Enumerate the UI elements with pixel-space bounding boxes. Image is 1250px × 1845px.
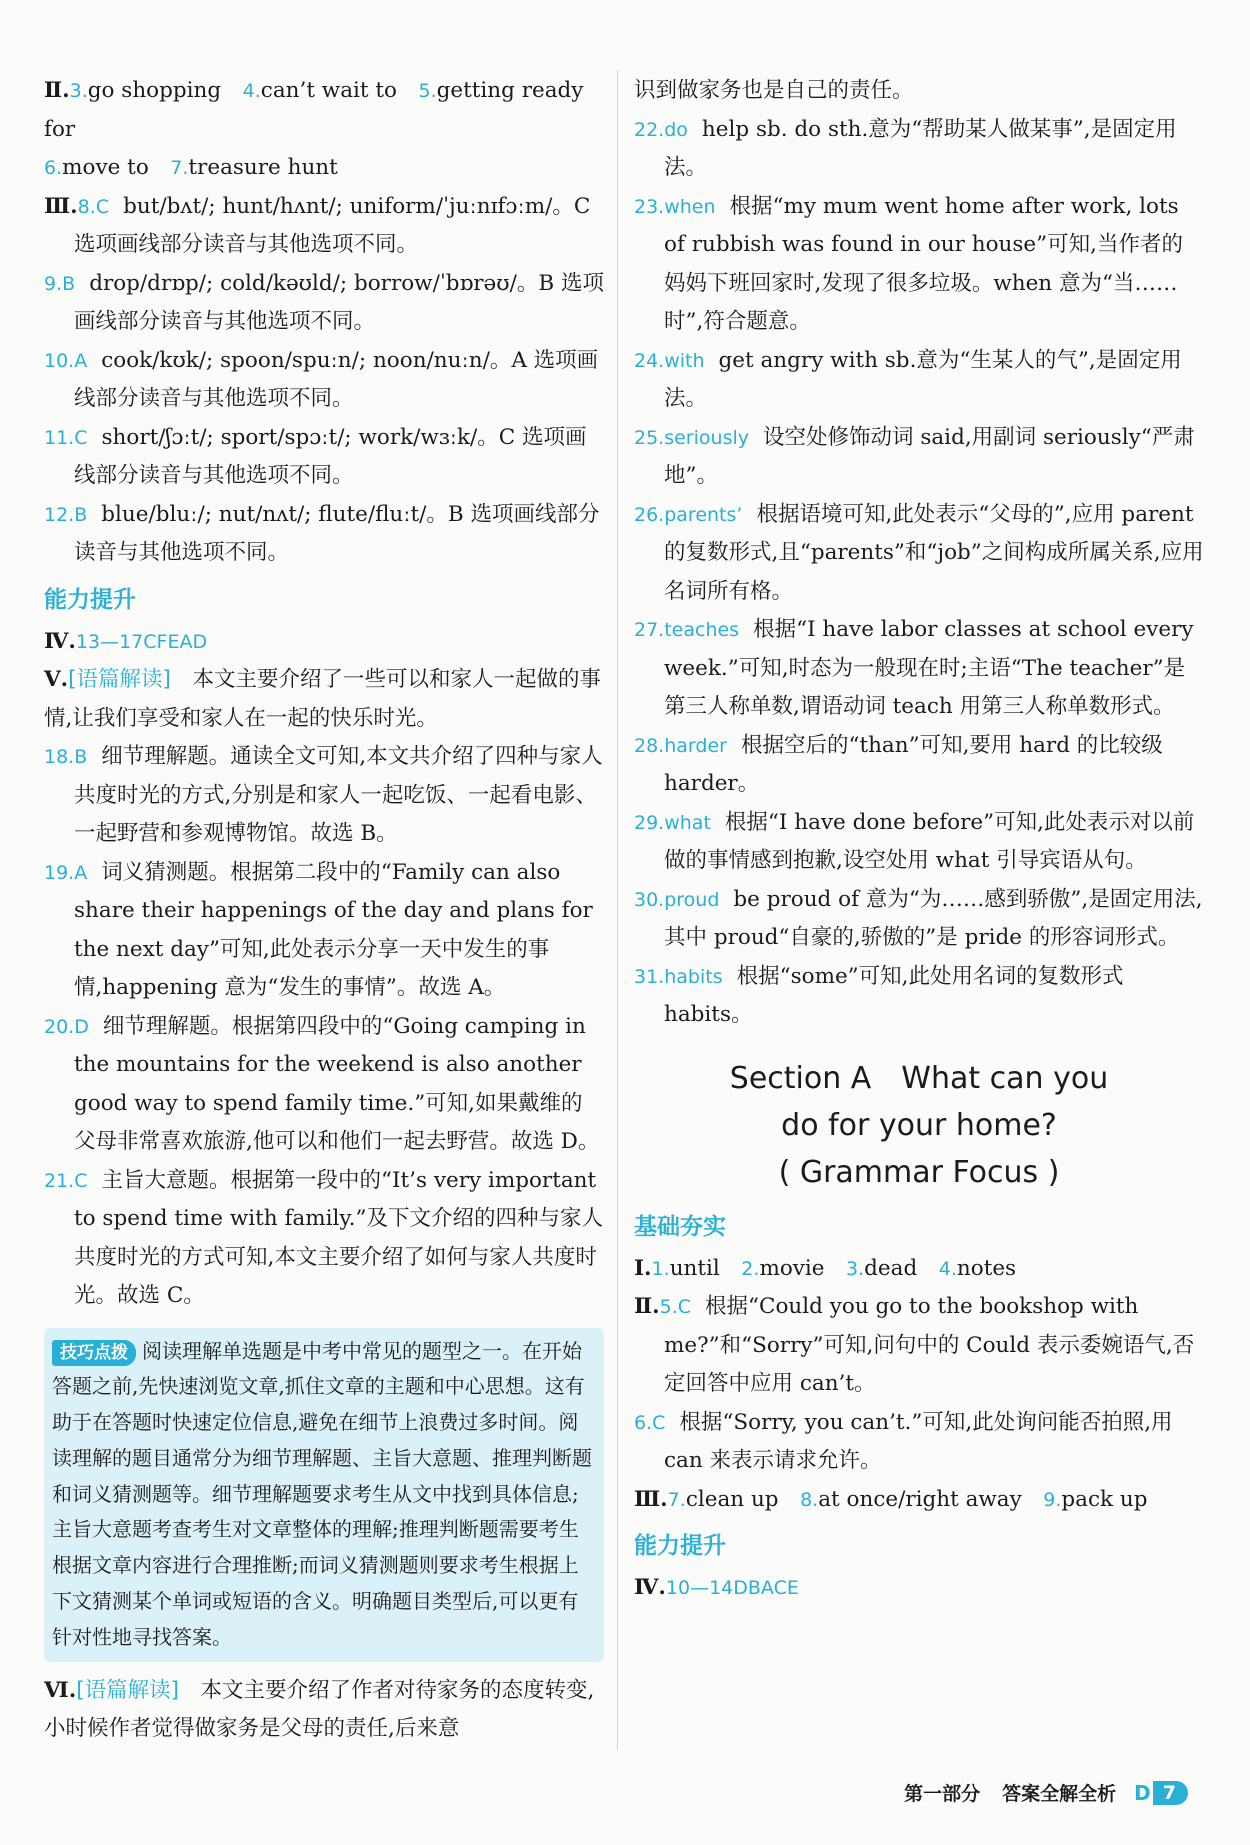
answer-choice: what: [664, 811, 711, 834]
section-heading-line: ( Grammar Focus ): [778, 1154, 1060, 1190]
tip-box: [44, 1328, 604, 1662]
question-number: 29.: [634, 811, 665, 834]
question-number: 8.: [800, 1488, 819, 1511]
roman-numeral: Ⅳ.: [44, 628, 76, 654]
explanation-text: cook/kʊk/; spoon/spuːn/; noon/nuːn/。A 选项画线部分读音与其他选项不同。: [74, 347, 599, 411]
answer-item: [44, 623, 604, 662]
explanation-text: help sb. do sth.意为“帮助某人做某事”,是固定用法。: [664, 116, 1177, 180]
answer-choice: seriously: [664, 426, 749, 449]
tip-badge: 技巧点拨: [52, 1340, 136, 1366]
explanation-text: 细节理解题。通读全文可知,本文共介绍了四种与家人共度时光的方式,分别是和家人一起吃饭、一起看电影、一起野营和参观博物馆。故选 B。: [74, 744, 603, 846]
roman-numeral: Ⅴ.: [44, 667, 69, 692]
question-number: 6.: [44, 157, 63, 179]
answer-text: until: [669, 1255, 720, 1281]
question-number: 26.: [634, 503, 665, 526]
explanation-text: drop/drɒp/; cold/kəʊld/; borrow/ˈbɒrəʊ/。B 选项画线部分读音与其他选项不同。: [74, 270, 604, 334]
answer-text: dead: [864, 1255, 918, 1281]
section-heading-line: do for your home?: [781, 1107, 1057, 1143]
question-number: 10.: [44, 349, 75, 372]
roman-numeral: Ⅵ.: [44, 1677, 77, 1703]
roman-numeral: Ⅲ.: [44, 193, 78, 219]
page-number: 7: [1153, 1781, 1188, 1805]
question-number: 23.: [634, 195, 665, 218]
passage-tag: [语篇解读]: [68, 667, 171, 692]
answer-item: [634, 342, 1204, 419]
question-number: 8.: [77, 195, 96, 218]
answer-choice: B: [74, 746, 88, 768]
explanation-text: 根据“some”可知,此处用名词的复数形式 habits。: [664, 963, 1124, 1027]
answer-item: [634, 496, 1204, 612]
question-number: 9.: [1043, 1488, 1062, 1511]
question-number: 2.: [741, 1257, 760, 1280]
answer-choice: D: [74, 1015, 89, 1038]
explanation-text: 根据“my mum went home after work, lots of rubbish was found in our house”可知,当作者的妈妈下班回家时,发现了很多垃圾。when 意为“当……时”,符合题意。: [664, 193, 1183, 334]
question-number: 1.: [651, 1257, 670, 1280]
right-column: [634, 72, 1204, 1608]
answer-line: [44, 661, 604, 738]
question-number: 10—14: [665, 1577, 734, 1599]
question-number: 30.: [634, 888, 665, 911]
explanation-text: 主旨大意题。根据第一段中的“It’s very important to spend time with family.”及下文介绍的四种与家人共度时光的方式可知,本文主要介绍了如何与家人共度时光。故选 C。: [74, 1167, 603, 1308]
answer-choice: when: [664, 195, 716, 218]
explanation-text: 根据“I have labor classes at school every week.”可知,时态为一般现在时;主语“The teacher”是第三人称单数,谓语动词 teach 用第三人称单数形式。: [664, 617, 1194, 719]
answer-choice: do: [664, 118, 688, 141]
answer-item: [44, 738, 604, 854]
question-number: 9.: [44, 272, 63, 295]
answer-item: [44, 188, 604, 265]
explanation-text: 根据语境可知,此处表示“父母的”,应用 parent 的复数形式,且“parents”和“job”之间构成所属关系,应用名词所有格。: [664, 501, 1204, 604]
answer-choice: C: [74, 426, 88, 449]
answer-choice: parents’: [664, 503, 743, 526]
answer-text: treasure hunt: [188, 155, 338, 180]
question-number: 4.: [242, 80, 261, 102]
answer-item: [634, 111, 1204, 188]
answer-item: [44, 419, 604, 496]
question-number: 3.: [69, 80, 88, 102]
roman-numeral: Ⅲ.: [634, 1486, 668, 1512]
answer-item: [634, 1288, 1204, 1404]
answer-item: [634, 958, 1204, 1035]
answer-choice: C: [652, 1411, 666, 1434]
question-number: 25.: [634, 426, 665, 449]
question-number: 21.: [44, 1169, 75, 1192]
answer-text: at once/right away: [818, 1486, 1022, 1512]
answer-choice: DBACE: [733, 1577, 799, 1599]
answer-choice: A: [74, 349, 88, 372]
answer-choice: harder: [664, 734, 727, 757]
left-column: [44, 72, 604, 1749]
question-number: 18.: [44, 746, 75, 768]
explanation-text: but/bʌt/; hunt/hʌnt/; uniform/ˈjuːnɪfɔːm/。C 选项画线部分读音与其他选项不同。: [74, 193, 591, 257]
answer-line: [44, 149, 604, 188]
explanation-text: 词义猜测题。根据第二段中的“Family can also share their happenings of the day and plans for the next day”可知,此处表示分享一天中发生的事情,happening 意为“发生的事情”。故选 A。: [74, 859, 593, 1000]
answer-line: [44, 1672, 604, 1749]
answer-item: [634, 804, 1204, 881]
answer-line: [634, 1481, 1204, 1520]
section-heading: [634, 1055, 1204, 1196]
answer-choice: C: [677, 1296, 692, 1318]
question-number: 11.: [44, 426, 75, 449]
answer-choice: B: [74, 503, 88, 526]
question-number: 6.: [634, 1411, 653, 1434]
footer-label: 答案全解全析: [1002, 1783, 1117, 1805]
footer-edition-letter: D: [1134, 1780, 1151, 1805]
question-number: 22.: [634, 118, 665, 141]
question-number: 27.: [634, 619, 665, 641]
answer-text: notes: [956, 1255, 1017, 1281]
explanation-text: 根据“Could you go to the bookshop with me?”和“Sorry”可知,问句中的 Could 表示委婉语气,否定回答中应用 can’t。: [664, 1294, 1195, 1396]
footer-part: 第一部分: [904, 1783, 981, 1805]
answer-item: [44, 342, 604, 419]
answer-line: [634, 1250, 1204, 1289]
question-number: 4.: [938, 1257, 957, 1280]
answer-choice: B: [62, 272, 76, 295]
answer-choice: A: [74, 861, 88, 884]
explanation-text: 根据“I have done before”可知,此处表示对以前做的事情感到抱歉,设空处用 what 引导宾语从句。: [664, 809, 1195, 873]
answer-text: move to: [62, 155, 149, 180]
answer-item: [634, 419, 1204, 496]
section-title: 基础夯实: [634, 1213, 726, 1240]
answer-choice: with: [664, 349, 705, 372]
answer-choice: C: [95, 195, 110, 218]
answer-choice: CFEAD: [143, 630, 208, 653]
answer-choice: habits: [664, 965, 723, 988]
roman-numeral: Ⅰ.: [634, 1255, 652, 1281]
page-footer: [904, 1779, 1188, 1806]
passage-summary: 本文主要介绍了作者对待家务的态度转变,小时候作者觉得做家务是父母的责任,后来意: [44, 1677, 595, 1742]
question-number: 20.: [44, 1015, 75, 1038]
question-number: 7.: [667, 1488, 686, 1511]
passage-summary: 本文主要介绍了一些可以和家人一起做的事情,让我们享受和家人在一起的快乐时光。: [44, 667, 601, 731]
question-number: 3.: [846, 1257, 865, 1280]
question-number: 5.: [659, 1296, 678, 1318]
answer-item: [44, 1162, 604, 1316]
answer-text: go shopping: [87, 78, 222, 103]
question-number: 28.: [634, 734, 665, 757]
answer-text: clean up: [685, 1486, 779, 1512]
tip-text: 阅读理解单选题是中考中常见的题型之一。在开始答题之前,先快速浏览文章,抓住文章的主题和中心思想。这有助于在答题时快速定位信息,避免在细节上浪费过多时间。阅读理解的题目通常分为细节理解题、主旨大意题、推理判断题和词义猜测题等。细节理解题要求考生从文中找到具体信息;主旨大意题考查考生对文章整体的理解;推理判断题需要考生根据文章内容进行合理推断;而词义猜测题则要求考生根据上下文猜测某个单词或短语的含义。明确题目类型后,可以更有针对性地寻找答案。: [52, 1338, 592, 1649]
roman-numeral: Ⅱ.: [44, 78, 70, 103]
answer-text: movie: [759, 1255, 825, 1281]
explanation-text: short/ʃɔːt/; sport/spɔːt/; work/wɜːk/。C 选项画线部分读音与其他选项不同。: [74, 424, 587, 488]
explanation-text: get angry with sb.意为“生某人的气”,是固定用法。: [664, 347, 1182, 411]
answer-item: [44, 1008, 604, 1162]
answer-item: [44, 496, 604, 573]
answer-text: pack up: [1061, 1486, 1148, 1512]
answer-item: [634, 1404, 1204, 1481]
answer-item: [44, 265, 604, 342]
column-divider: [617, 70, 618, 1750]
question-number: 13—17: [75, 630, 144, 653]
explanation-text: 细节理解题。根据第四段中的“Going camping in the mountains for the weekend is also another good way to spend family time.”可知,如果戴维的父母非常喜欢旅游,他可以和他们一起去野营。故选 D。: [74, 1013, 600, 1154]
answer-item: [634, 881, 1204, 958]
answer-item: [634, 1569, 1204, 1608]
question-number: 12.: [44, 503, 75, 526]
explanation-text: 根据空后的“than”可知,要用 hard 的比较级 harder。: [664, 732, 1163, 796]
question-number: 7.: [170, 157, 189, 179]
answer-choice: teaches: [664, 619, 740, 641]
passage-tag: [语篇解读]: [76, 1677, 179, 1703]
question-number: 24.: [634, 349, 665, 372]
explanation-text: 根据“Sorry, you can’t.”可知,此处询问能否拍照,用 can 来表示请求允许。: [664, 1409, 1173, 1473]
answer-item: [634, 188, 1204, 342]
answer-choice: C: [74, 1169, 88, 1192]
answer-text: can’t wait to: [260, 78, 397, 103]
explanation-text: 设空处修饰动词 said,用副词 seriously“严肃地”。: [664, 424, 1195, 488]
explanation-text: be proud of 意为“为……感到骄傲”,是固定用法,其中 proud“自豪的,骄傲的”是 pride 的形容词形式。: [664, 886, 1203, 950]
answer-item: [44, 854, 604, 1008]
answer-item: [634, 727, 1204, 804]
roman-numeral: Ⅱ.: [634, 1294, 660, 1319]
section-title: 能力提升: [634, 1533, 726, 1559]
section-title: 能力提升: [44, 586, 136, 613]
answer-line: [44, 72, 604, 149]
answer-item: [634, 611, 1204, 727]
question-number: 5.: [418, 80, 437, 102]
continued-text: 识到做家务也是自己的责任。: [634, 78, 914, 103]
explanation-text: blue/bluː/; nut/nʌt/; flute/fluːt/。B 选项画线部分读音与其他选项不同。: [74, 501, 600, 565]
section-heading-line: Section A What can you: [729, 1060, 1109, 1096]
question-number: 19.: [44, 861, 75, 884]
answer-text: getting ready for: [44, 78, 584, 142]
question-number: 31.: [634, 965, 665, 988]
roman-numeral: Ⅳ.: [634, 1575, 666, 1600]
answer-choice: proud: [664, 888, 720, 911]
